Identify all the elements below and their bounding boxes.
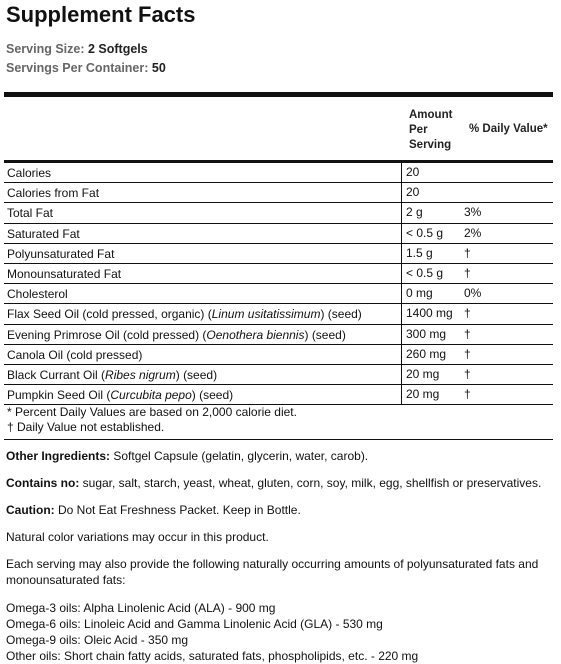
facts-row [4,203,553,223]
nutrient-name-suffix: ) (seed) [191,388,234,403]
nutrient-amount: < 0.5 g [401,264,461,283]
serving-size-label: Serving Size: [6,42,85,56]
nutrient-name-text: Pumpkin Seed Oil ( [7,388,111,403]
nutrient-name-text: Saturated Fat [7,226,80,241]
nutrient-name [7,206,53,220]
facts-row [4,264,553,284]
nutrient-amount: 20 mg [401,365,461,384]
nutrient-name [7,348,142,362]
nutrient-amount: 2 g [401,203,461,222]
nutrient-name [7,388,233,402]
facts-row [4,163,553,183]
contains-no-label: Contains no: [6,476,80,490]
facts-row [4,365,553,385]
facts-row [4,304,553,324]
facts-header [4,97,553,163]
nutrient-name [7,166,51,180]
nutrient-name-text: Monounsaturated Fat [7,266,122,281]
nutrient-name-text: Calories [7,166,52,180]
nutrient-latin-name: Oenothera biennis [206,327,305,342]
contains-no-text: sugar, salt, starch, yeast, wheat, gluten, corn, soy, milk, egg, shellfish or preservatives. [79,476,542,490]
nutrient-name-text: Polyunsaturated Fat [7,246,115,261]
each-serving-note: Each serving may also provide the following naturally occurring amounts of polyunsaturated fats and monounsaturated fats: [6,557,539,587]
nutrient-amount: 20 [401,183,461,202]
facts-row [4,385,553,405]
nutrient-name-text: Flax Seed Oil (cold pressed, organic) ( [7,307,212,322]
caution-label: Caution: [6,503,55,517]
nutrient-name [7,307,362,321]
nutrient-amount: 0 mg [401,284,461,303]
facts-panel [4,92,553,440]
amount-header-text: Amount Per Serving [409,109,453,151]
other-ingredients-text: Softgel Capsule (gelatin, glycerin, water, carob). [110,449,369,463]
nutrient-daily-value: † [464,366,471,381]
label-title: Supplement Facts [6,2,196,27]
nutrient-name [7,328,346,342]
nutrient-daily-value: † [464,306,471,321]
footnote-percent: * Percent Daily Values are based on 2,000 calorie diet. [7,405,297,419]
serving-size-value: 2 Softgels [87,42,148,56]
nutrient-name-text: Canola Oil (cold pressed) [7,347,143,362]
nutrient-name-suffix: ) (seed) [304,327,346,342]
nutrient-name-text: Total Fat [7,206,54,221]
nutrient-name-text: Evening Primrose Oil (cold pressed) ( [7,327,207,342]
nutrient-name-text: Calories from Fat [7,186,100,201]
amount-per-serving-header [409,108,461,153]
nutrient-amount: 1.5 g [401,244,461,263]
facts-row [4,244,553,264]
nutrient-latin-name: Curcubita pepo [110,388,192,403]
nutrient-daily-value: † [464,387,471,402]
oil-omega9: Omega-9 oils: Oleic Acid - 350 mg [6,633,189,647]
facts-row [4,183,553,203]
facts-row [4,345,553,365]
daily-value-header: % Daily Value* [469,123,548,135]
nutrient-daily-value: 0% [464,286,482,301]
facts-rows [4,163,553,405]
footnote-dagger: † Daily Value not established. [7,420,165,434]
oils-list [6,600,418,664]
nutrient-name [7,186,99,200]
natural-color-note: Natural color variations may occur in this product. [6,530,269,544]
nutrient-daily-value: † [464,326,471,341]
other-ingredients [6,449,368,465]
nutrient-amount: 1400 mg [401,304,461,323]
caution-text: Do Not Eat Freshness Packet. Keep in Bottle. [54,503,301,517]
nutrient-name-suffix: ) (seed) [175,367,218,382]
nutrient-daily-value: † [464,265,471,280]
caution [6,503,301,519]
nutrient-name-suffix: ) (seed) [320,307,362,322]
serving-size [6,42,148,56]
facts-row [4,224,553,244]
servings-per-container-label: Servings Per Container: [6,61,149,75]
contains-no [6,476,541,492]
nutrient-name [7,368,217,382]
nutrient-latin-name: Ribes nigrum [105,367,176,382]
nutrient-name [7,267,121,281]
nutrient-daily-value: † [464,346,471,361]
nutrient-daily-value: † [464,245,471,260]
facts-row [4,284,553,304]
servings-per-container-value: 50 [151,61,166,75]
nutrient-daily-value: 2% [464,225,482,240]
nutrient-name-text: Cholesterol [7,287,68,302]
oil-other: Other oils: Short chain fatty acids, saturated fats, phospholipids, etc. - 220 mg [6,649,419,663]
nutrient-amount: 20 [401,163,461,182]
nutrient-name [7,247,114,261]
nutrient-amount: 300 mg [401,325,461,344]
facts-row [4,325,553,345]
nutrient-amount: 260 mg [401,345,461,364]
nutrient-name-text: Black Currant Oil ( [7,367,106,382]
oil-omega6: Omega-6 oils: Linoleic Acid and Gamma Linolenic Acid (GLA) - 530 mg [6,617,383,631]
nutrient-latin-name: Linum usitatissimum [211,307,321,322]
servings-per-container [6,61,166,75]
nutrient-name [7,287,68,301]
nutrient-daily-value: 3% [464,205,482,220]
other-ingredients-label: Other Ingredients: [6,449,111,463]
oil-omega3: Omega-3 oils: Alpha Linolenic Acid (ALA) - 900 mg [6,601,276,615]
nutrient-amount: < 0.5 g [401,224,461,243]
nutrient-name [7,227,80,241]
nutrient-amount: 20 mg [401,385,461,404]
